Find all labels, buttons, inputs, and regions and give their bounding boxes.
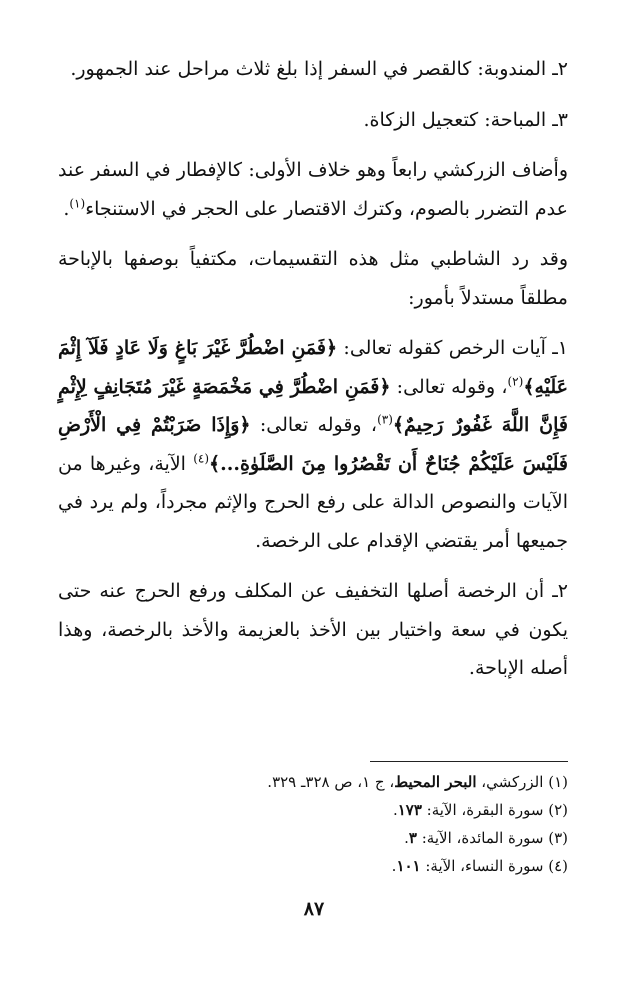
quran-verse-3: ﴿وَإِذَا ضَرَبْتُمْ فِي الْأَرْضِ فَلَيْسَ عَلَيْكُمْ جُنَاحٌ أَن تَقْصُرُوا مِنَ الصَّلَوٰةِ...﴾ (58, 414, 568, 475)
footnote-bold: ١٧٣ (397, 801, 422, 819)
verse-conclusion: الآية، وغيرها من الآيات والنصوص الدالة على رفع الحرج والإثم مجرداً، ولم يرد في جميعها أمر يقتضي الإقدام على الرخصة. (58, 452, 568, 552)
footnote-marker: (١) (69, 196, 86, 211)
footnote-text: الزركشي، (476, 773, 544, 791)
footnote-item (58, 824, 568, 852)
paragraph-text: وقد رد الشاطبي مثل هذه التقسيمات، مكتفياً بوصفها بالإباحة مطلقاً مستدلاً بأمور: (58, 248, 568, 309)
paragraph-text: وأضاف الزركشي رابعاً وهو خلاف الأولى: كالإفطار في السفر عند عدم التضرر بالصوم، وكترك الاقتصار على الحجر في الاستنجاء (58, 159, 568, 220)
paragraph-zarkashi (58, 151, 568, 228)
footnote-text: . (392, 801, 398, 819)
verse-intro: ١ـ آيات الرخص كقوله تعالى: (337, 337, 568, 359)
main-text (58, 50, 568, 700)
paragraph-verses (58, 329, 568, 560)
footnote-number: (١) (548, 773, 568, 791)
quran-verse-1: ﴿فَمَنِ اضْطُرَّ غَيْرَ بَاغٍ وَلَا عَادٍ فَلَآ إِثْمَ عَلَيْهِ﴾ (58, 337, 568, 398)
footnote-bold: البحر المحيط (394, 773, 477, 791)
paragraph-permissible (58, 101, 568, 140)
footnote-marker: (٤) (193, 451, 210, 466)
footnote-text: . (404, 829, 409, 847)
footnote-item (58, 768, 568, 796)
footnote-number: (٣) (548, 829, 568, 847)
paragraph-tail: . (63, 197, 70, 220)
paragraph-text: ٢ـ أن الرخصة أصلها التخفيف عن المكلف ورفع الحرج عنه حتى يكون في سعة واختيار بين الأخذ بالعزيمة والأخذ بالرخصة، وهذا أصله الإباحة. (58, 580, 568, 679)
footnote-bold: ٣ (408, 829, 417, 847)
verse-connector: ، وقوله تعالى: (390, 375, 508, 398)
footnote-number: (٤) (548, 857, 568, 875)
quran-verse-2: ﴿فَمَنِ اضْطُرَّ فِي مَخْمَصَةٍ غَيْرَ مُتَجَانِفٍ لِإِثْمٍ فَإِنَّ اللَّهَ غَفُورٌ رَحِيمٌ﴾ (58, 375, 568, 436)
page-number: ٨٧ (303, 898, 325, 920)
paragraph-text: ٢ـ المندوبة: كالقصر في السفر إذا بلغ ثلاث مراحل عند الجمهور. (70, 58, 568, 80)
footnote-marker: (٢) (507, 374, 524, 389)
footnote-text: سورة البقرة، الآية: (421, 801, 544, 819)
footnote-item (58, 852, 568, 880)
paragraph-text: ٣ـ المباحة: كتعجيل الزكاة. (363, 108, 568, 131)
footnote-text: ، ج ١، ص ٣٢٨ـ ٣٢٩. (267, 773, 395, 791)
footnote-item (58, 796, 568, 824)
footnote-text: . (391, 857, 397, 875)
footnote-text: سورة النساء، الآية: (420, 857, 544, 875)
paragraph-shatibi (58, 240, 568, 317)
footnote-divider (370, 761, 568, 762)
verse-connector: ، وقوله تعالى: (250, 414, 378, 436)
paragraph-ease (58, 572, 568, 688)
footnote-marker: (٣) (377, 412, 393, 427)
paragraph-recommended (58, 50, 568, 89)
footnote-bold: ١٠١ (396, 857, 421, 875)
footnote-text: سورة المائدة، الآية: (416, 829, 544, 847)
footnote-number: (٢) (548, 801, 568, 819)
footnotes (58, 768, 568, 880)
